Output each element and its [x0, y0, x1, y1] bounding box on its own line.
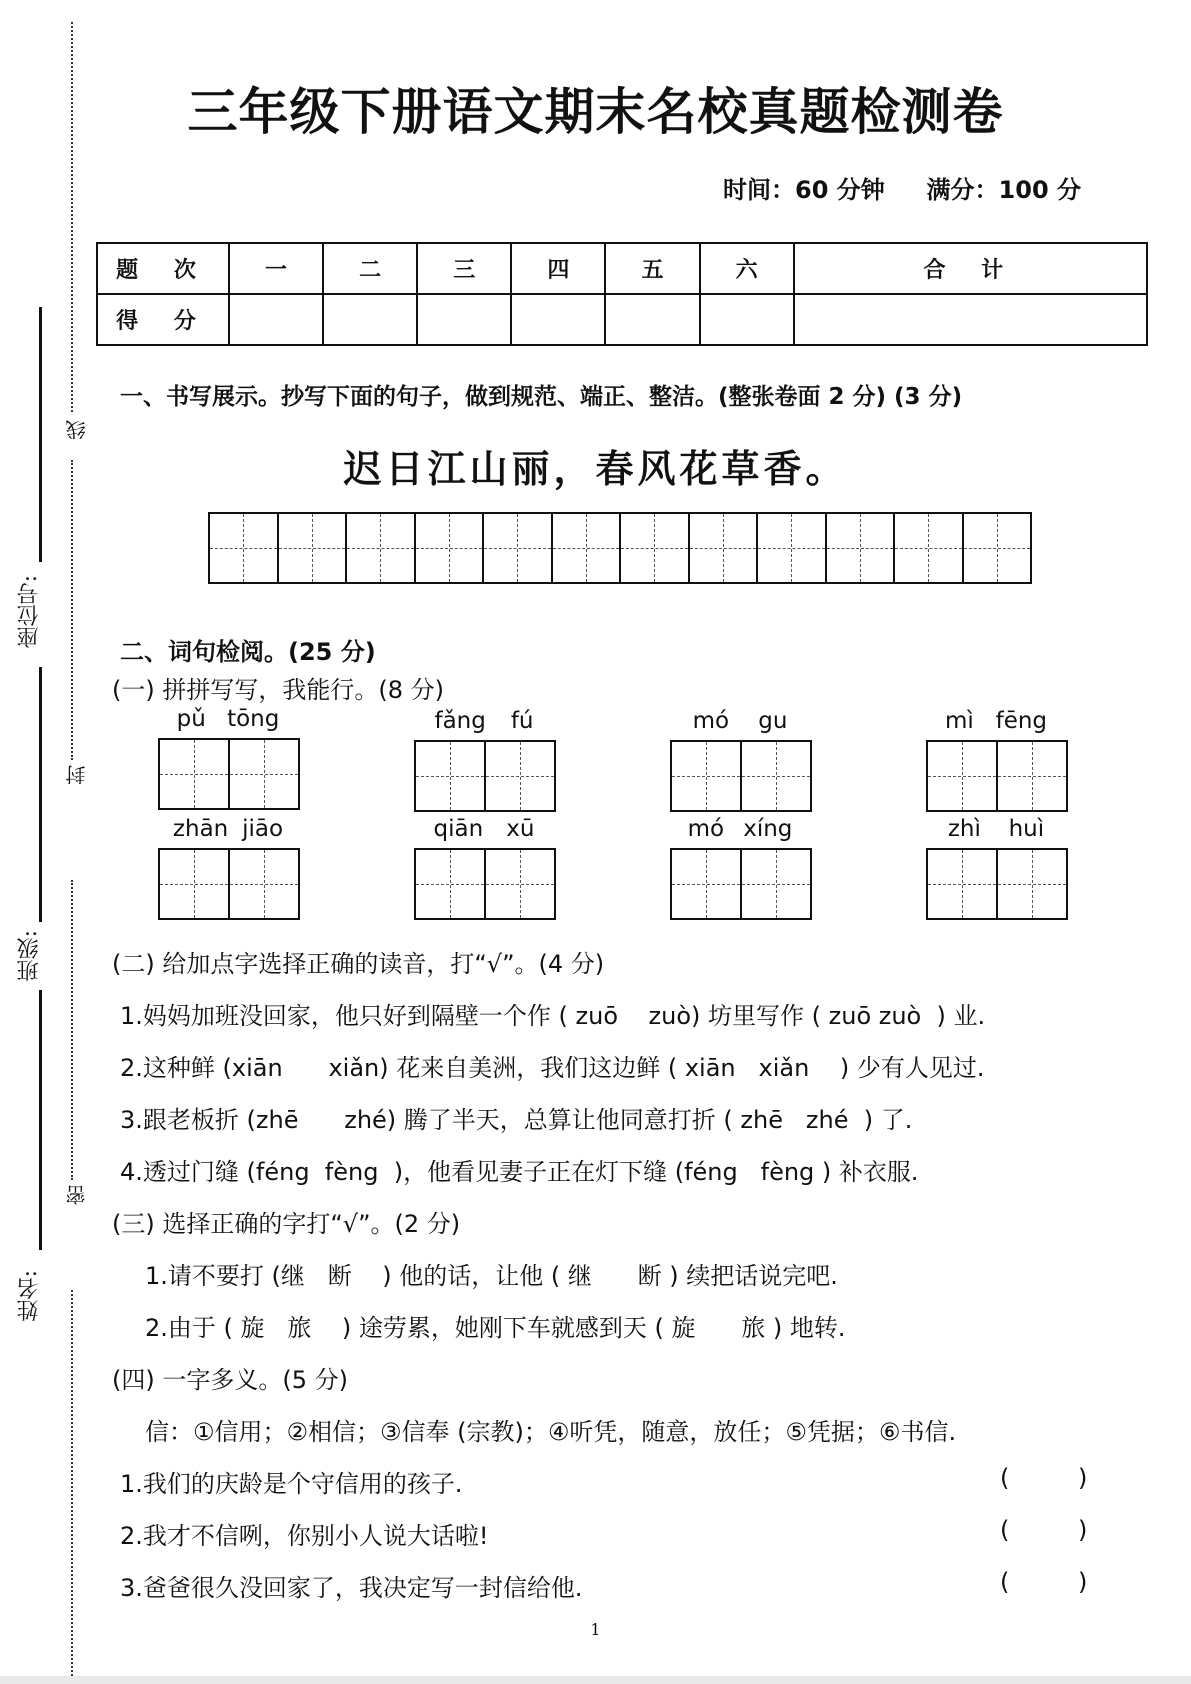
writing-cell[interactable] — [825, 514, 894, 582]
tian-grid[interactable] — [414, 848, 556, 920]
pinyin-item — [414, 708, 554, 812]
seal-mark-feng: 封 — [65, 765, 89, 785]
answer-bracket[interactable]: ( ) — [1000, 1516, 1088, 1544]
part3-question: 1.请不要打 (继 断 ) 他的话，让他 ( 继 断 ) 续把话说完吧. — [145, 1262, 838, 1290]
section1-heading: 一、书写展示。抄写下面的句子，做到规范、端正、整洁。(整张卷面 2 分) (3 分) — [120, 384, 963, 410]
writing-cell[interactable] — [688, 514, 757, 582]
score-table-cell: 四 — [511, 243, 605, 294]
tian-cell[interactable] — [228, 740, 298, 808]
seat-number-line[interactable] — [39, 307, 42, 562]
tian-cell[interactable] — [672, 742, 740, 810]
seal-dotted-line-2 — [71, 460, 73, 760]
part4-question: 3.爸爸很久没回家了，我决定写一封信给他. — [120, 1574, 583, 1602]
copy-sentence: 迟日江山丽，春风花草香。 — [343, 446, 848, 491]
tian-cell[interactable] — [416, 742, 484, 810]
score-table-cell: 一 — [229, 243, 323, 294]
writing-cell[interactable] — [210, 514, 277, 582]
seal-mark-xian: 线 — [65, 420, 89, 440]
answer-bracket[interactable]: ( ) — [1000, 1568, 1088, 1596]
part2-question: 1.妈妈加班没回家，他只好到隔壁一个作 ( zuō zuò) 坊里写作 ( zuō zuò ) 业. — [120, 1002, 986, 1030]
pinyin-item — [670, 708, 810, 812]
pinyin-item — [926, 708, 1066, 812]
tian-cell[interactable] — [996, 850, 1066, 918]
pinyin-syllable: qiān — [433, 816, 484, 842]
seat-number-label: 座位号: — [17, 575, 42, 649]
pinyin-syllable: xíng — [743, 816, 793, 842]
pinyin-item — [926, 816, 1066, 920]
writing-cell[interactable] — [619, 514, 688, 582]
part3-heading: (三) 选择正确的字打“√”。(2 分) — [112, 1210, 461, 1238]
score-input-cell[interactable] — [323, 294, 417, 345]
score-input-cell[interactable] — [700, 294, 794, 345]
score-table-score-row — [97, 294, 1147, 345]
writing-cell[interactable] — [414, 514, 483, 582]
pinyin-syllable: xū — [506, 816, 535, 842]
tian-cell[interactable] — [928, 850, 996, 918]
part2-question: 3.跟老板折 (zhē zhé) 腾了半天，总算让他同意打折 ( zhē zhé ) 了. — [120, 1106, 913, 1134]
score-table — [96, 242, 1148, 346]
writing-cell[interactable] — [277, 514, 346, 582]
tian-cell[interactable] — [160, 850, 228, 918]
tian-cell[interactable] — [740, 742, 810, 810]
tian-cell[interactable] — [416, 850, 484, 918]
part2-heading: (二) 给加点字选择正确的读音，打“√”。(4 分) — [112, 950, 605, 978]
score-table-header-row — [97, 243, 1147, 294]
pinyin-item — [158, 706, 298, 810]
writing-cell[interactable] — [893, 514, 962, 582]
part1-heading: (一) 拼拼写写，我能行。(8 分) — [112, 676, 444, 704]
pinyin-syllable: fēng — [995, 708, 1048, 734]
writing-cell[interactable] — [962, 514, 1031, 582]
part3-question: 2.由于 ( 旋 旅 ) 途劳累，她刚下车就感到天 ( 旋 旅 ) 地转. — [145, 1314, 846, 1342]
tian-cell[interactable] — [928, 742, 996, 810]
score-input-cell[interactable] — [229, 294, 323, 345]
part2-question: 4.透过门缝 (féng fèng )，他看见妻子正在灯下缝 (féng fèng ) 补衣服. — [120, 1158, 919, 1186]
score-table-cell: 六 — [700, 243, 794, 294]
score-table-cell: 合 计 — [794, 243, 1147, 294]
score-table-cell: 二 — [323, 243, 417, 294]
name-label: 姓名: — [17, 1270, 42, 1322]
tian-cell[interactable] — [740, 850, 810, 918]
part2-question: 2.这种鲜 (xiān xiǎn) 花来自美洲，我们这边鲜 ( xiān xiǎn ) 少有人见过. — [120, 1054, 985, 1082]
page-bottom-edge — [0, 1676, 1191, 1684]
pinyin-syllable: tōng — [227, 706, 280, 732]
pinyin-syllable: pǔ — [176, 706, 206, 732]
tian-cell[interactable] — [996, 742, 1066, 810]
tian-cell[interactable] — [160, 740, 228, 808]
pinyin-syllable: huì — [1008, 816, 1045, 842]
tian-grid[interactable] — [926, 740, 1068, 812]
score-row-label: 得 分 — [97, 294, 229, 345]
pinyin-syllable: mì — [944, 708, 974, 734]
pinyin-syllable: jiāo — [242, 816, 284, 842]
writing-cell[interactable] — [345, 514, 414, 582]
pinyin-syllable: fǎng — [434, 708, 486, 734]
score-table-cell: 题 次 — [97, 243, 229, 294]
exam-meta — [723, 170, 1081, 205]
class-line-lower[interactable] — [39, 990, 42, 1250]
exam-time: 时间：60 分钟 — [723, 176, 885, 204]
score-table-cell: 三 — [417, 243, 511, 294]
writing-grid[interactable] — [208, 512, 1032, 584]
tian-grid[interactable] — [670, 848, 812, 920]
class-label: 班级: — [17, 930, 42, 982]
part4-question: 1.我们的庆龄是个守信用的孩子. — [120, 1470, 463, 1498]
class-line-upper[interactable] — [39, 667, 42, 922]
tian-grid[interactable] — [670, 740, 812, 812]
pinyin-item — [158, 816, 298, 920]
tian-cell[interactable] — [484, 742, 554, 810]
tian-grid[interactable] — [926, 848, 1068, 920]
score-input-cell[interactable] — [605, 294, 699, 345]
pinyin-syllable: gu — [758, 708, 788, 734]
writing-cell[interactable] — [756, 514, 825, 582]
tian-cell[interactable] — [228, 850, 298, 918]
score-table-cell: 五 — [605, 243, 699, 294]
writing-cell[interactable] — [482, 514, 551, 582]
page-number: 1 — [590, 1620, 601, 1639]
tian-grid[interactable] — [414, 740, 556, 812]
exam-title: 三年级下册语文期末名校真题检测卷 — [187, 83, 1004, 141]
pinyin-syllable: zhān — [172, 816, 229, 842]
tian-cell[interactable] — [672, 850, 740, 918]
answer-bracket[interactable]: ( ) — [1000, 1464, 1088, 1492]
part4-question: 2.我才不信咧，你别小人说大话啦! — [120, 1522, 489, 1550]
seal-dotted-line-3 — [71, 880, 73, 1180]
pinyin-syllable: zhì — [947, 816, 981, 842]
pinyin-syllable: mó — [687, 816, 725, 842]
tian-grid[interactable] — [158, 848, 300, 920]
part4-heading: (四) 一字多义。(5 分) — [112, 1366, 348, 1394]
seal-mark-mi: 密 — [65, 1185, 89, 1205]
section2-heading: 二、词句检阅。(25 分) — [120, 638, 376, 666]
score-input-cell[interactable] — [511, 294, 605, 345]
exam-full-score: 满分：100 分 — [926, 176, 1081, 204]
pinyin-syllable: mó — [692, 708, 730, 734]
score-input-cell[interactable] — [417, 294, 511, 345]
part4-definitions: 信：①信用；②相信；③信奉 (宗教)；④听凭，随意，放任；⑤凭据；⑥书信. — [145, 1418, 957, 1446]
pinyin-item — [670, 816, 810, 920]
writing-cell[interactable] — [551, 514, 620, 582]
pinyin-syllable: fú — [510, 708, 534, 734]
pinyin-item — [414, 816, 554, 920]
score-input-cell[interactable] — [794, 294, 1147, 345]
tian-cell[interactable] — [484, 850, 554, 918]
tian-grid[interactable] — [158, 738, 300, 810]
